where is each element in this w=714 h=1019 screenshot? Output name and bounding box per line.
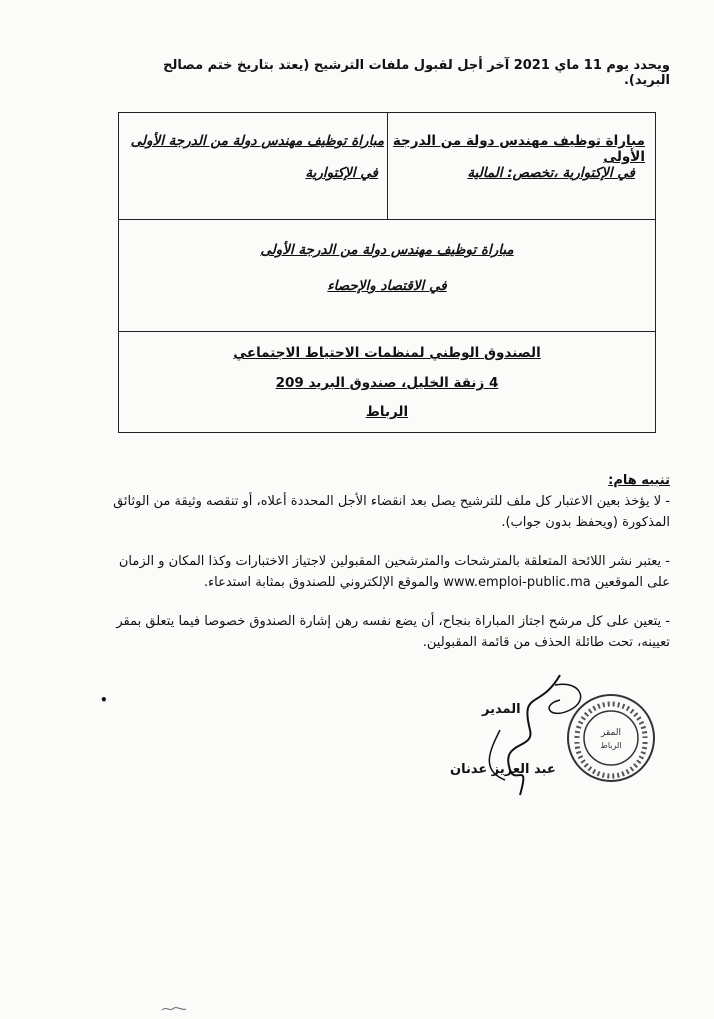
table-cell [119, 220, 655, 331]
tick-mark: • [100, 693, 108, 707]
competition-title: مباراة توظيف مهندس دولة من الدرجة الأولى [260, 242, 514, 258]
official-stamp-icon [565, 692, 657, 784]
info-table [118, 112, 656, 433]
competition-specialty: في الاقتصاد والإحصاء [327, 278, 447, 294]
director-title: المدير [482, 702, 521, 717]
table-cell-left [119, 113, 388, 219]
competition-title: مباراة توظيف مهندس دولة من الدرجة الأولى [130, 133, 384, 149]
address-city: الرباط [365, 404, 409, 420]
table-row [119, 332, 655, 432]
organization-name: الصندوق الوطني لمنظمات الاحتياط الاجتماعي [233, 345, 541, 361]
table-cell-right [387, 113, 655, 219]
stamp-text-top: المقر [601, 728, 621, 738]
table-row [119, 220, 655, 332]
deadline-paragraph: ويحدد يوم 11 ماي 2021 آخر أجل لقبول ملفات الترشيح (يعتد بتاريخ ختم مصالح البريد). [163, 58, 670, 88]
director-name: عبد العزيز عدنان [450, 762, 556, 777]
address-street: 4 زنقة الخليل، صندوق البريد 209 [275, 375, 499, 391]
notice-section [95, 470, 670, 671]
margin-scribble-icon [160, 1004, 190, 1014]
notice-item: - يعتبر نشر اللائحة المتعلقة بالمترشحات والمترشحين المقبولين لاجتياز الاختبارات وكذا المكان و الزمان على الموقعين www.emploi-public.ma والموقع الإلكتروني للصندوق بمثابة استدعاء. [118, 554, 670, 590]
notice-item: - لا يؤخذ بعين الاعتبار كل ملف للترشيح يصل بعد انقضاء الأجل المحددة أعلاه، أو تنقصه وثيقة من الوثائق المذكورة (ويحفظ بدون جواب). [113, 494, 670, 530]
stamp-text-bottom: الرباط [600, 741, 622, 750]
competition-specialty: في الإكتوارية ،تخصص: المالية [467, 165, 635, 181]
address-cell [119, 332, 655, 432]
competition-title: مباراة توظيف مهندس دولة من الدرجة الأولى [392, 133, 645, 165]
table-row [119, 113, 655, 220]
notice-title: تنبيه هام: [608, 473, 670, 488]
competition-specialty: في الإكتوارية [305, 165, 378, 181]
notice-item: - يتعين على كل مرشح اجتاز المباراة بنجاح، أن يضع نفسه رهن إشارة الصندوق خصوصا فيما يتعلق بمقر تعيينه، تحت طائلة الحذف من قائمة المقبولين. [116, 614, 670, 650]
